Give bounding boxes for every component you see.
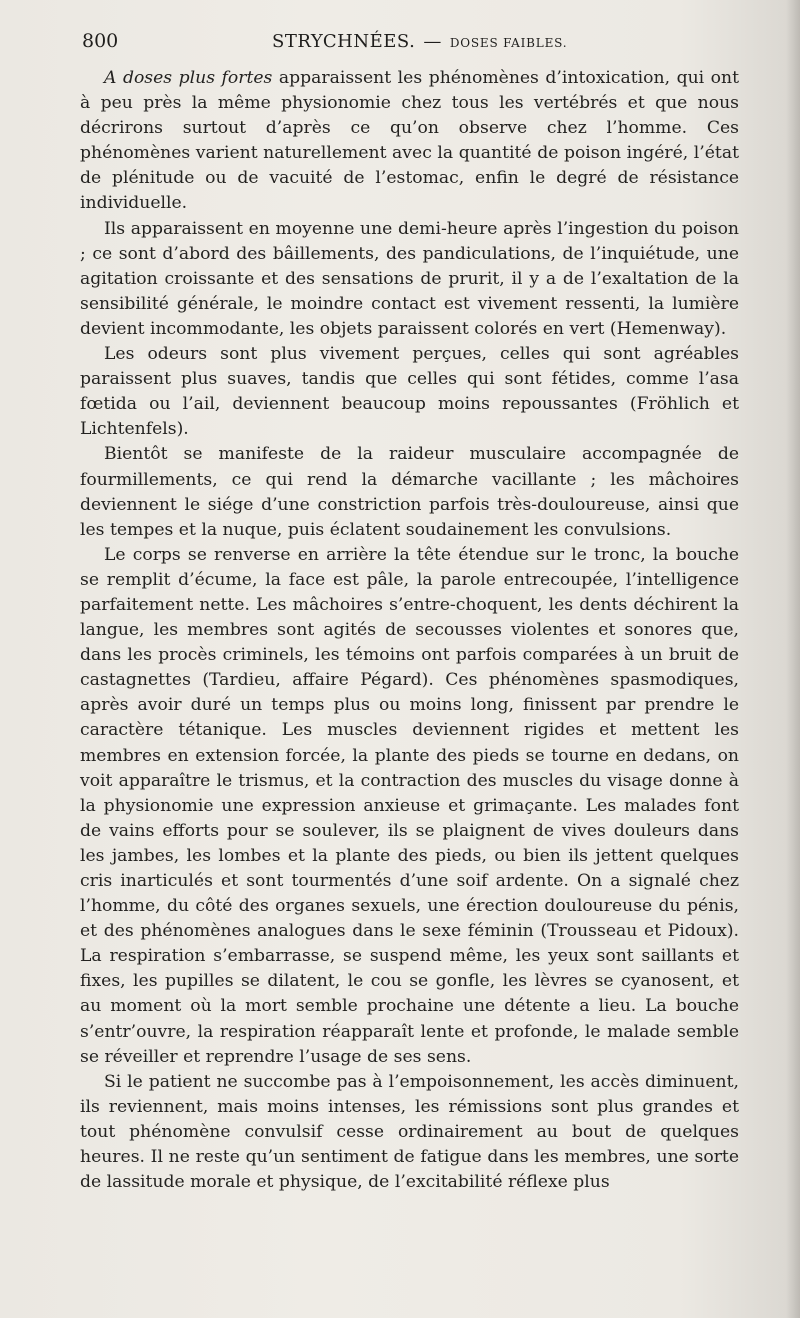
- page-header: [82, 30, 742, 60]
- paragraph-6: Si le patient ne succombe pas à l’empoisonnement, les accès diminuent, ils reviennent, mais moins intenses, les rémissions sont plus grandes et tout phénomène convulsif cesse ordinairement au bout de quelques heures. Il ne reste qu’un sentiment de fatigue dans les membres, une sorte de lassitude morale et physique, de l’excitabilité réflexe plus: [80, 1071, 739, 1193]
- running-head: [272, 31, 567, 52]
- paragraph-3: Les odeurs sont plus vivement perçues, celles qui sont agréables paraissent plus suaves, tandis que celles qui sont fétides, comme l’asa fœtida ou l’ail, deviennent beaucoup moins repoussantes (Fröhlich et Lichtenfels).: [80, 344, 739, 440]
- running-head-dash: —: [423, 31, 442, 52]
- running-head-title: STRYCHNÉES.: [272, 31, 416, 52]
- paragraph-1: [80, 66, 739, 217]
- paragraph-1-text: apparaissent les phénomènes d’intoxication, qui ont à peu près la même physionomie chez tous les vertébrés et que nous décrirons surtout d’après ce qu’on observe chez l’homme. Ces phénomènes varient naturellement avec la quantité de poison ingéré, l’état de plénitude ou de vacuité de l’estomac, enfin le degré de résistance individuelle.: [80, 68, 739, 214]
- paragraph-4: Bientôt se manifeste de la raideur musculaire accompagnée de fourmillements, ce qui rend la démarche vacillante ; les mâchoires deviennent le siége d’une constriction parfois très-douloureuse, ainsi que les tempes et la nuque, puis éclatent soudainement les convulsions.: [80, 444, 739, 540]
- paragraph-2: Ils apparaissent en moyenne une demi-heure après l’ingestion du poison ; ce sont d’abord des bâillements, des pandiculations, de l’inquiétude, une agitation croissante et des sensations de prurit, il y a de l’exaltation de la sensibilité générale, le moindre contact est vivement ressenti, la lumière devient incommodante, les objets paraissent colorés en vert (Hemenway).: [80, 218, 739, 339]
- page-number: 800: [82, 30, 119, 52]
- paragraph-5: Le corps se renverse en arrière la tête étendue sur le tronc, la bouche se remplit d’écume, la face est pâle, la parole entrecoupée, l’intelligence parfaitement nette. Les mâchoires s’entre-choquent, les dents déchirent la langue, les membres sont agités de secousses violentes et sonores que, dans les procès criminels, les témoins ont parfois comparées à un bruit de castagnettes (Tardieu, affaire Pégard). Ces phénomènes spasmodiques, après avoir duré un temps plus ou moins long, finissent par prendre le caractère tétanique. Les muscles deviennent rigides et mettent les membres en extension forcée, la plante des pieds se tourne en dedans, on voit apparaître le trismus, et la contraction des muscles du visage donne à la physionomie une expression anxieuse et grimaçante. Les malades font de vains efforts pour se soulever, ils se plaignent de vives douleurs dans les jambes, les lombes et la plante des pieds, ou bien ils jettent quelques cris inarticulés et sont tourmentés d’une soif ardente. On a signalé chez l’homme, du côté des organes sexuels, une érection douloureuse du pénis, et des phénomènes analogues dans le sexe féminin (Trousseau et Pidoux). La respiration s’embarrasse, se suspend même, les yeux sont saillants et fixes, les pupilles se dilatent, le cou se gonfle, les lèvres se cyanosent, et au moment où la mort semble prochaine une détente a lieu. La bouche s’entr’ouvre, la respiration réapparaît lente et profonde, le malade semble se réveiller et reprendre l’usage de ses sens.: [80, 544, 739, 1067]
- paragraph-1-lead: A doses plus fortes: [104, 68, 273, 88]
- page-edge-shadow: [786, 0, 800, 1318]
- body-text: [80, 66, 739, 1195]
- running-head-subtitle: DOSES FAIBLES.: [449, 36, 568, 50]
